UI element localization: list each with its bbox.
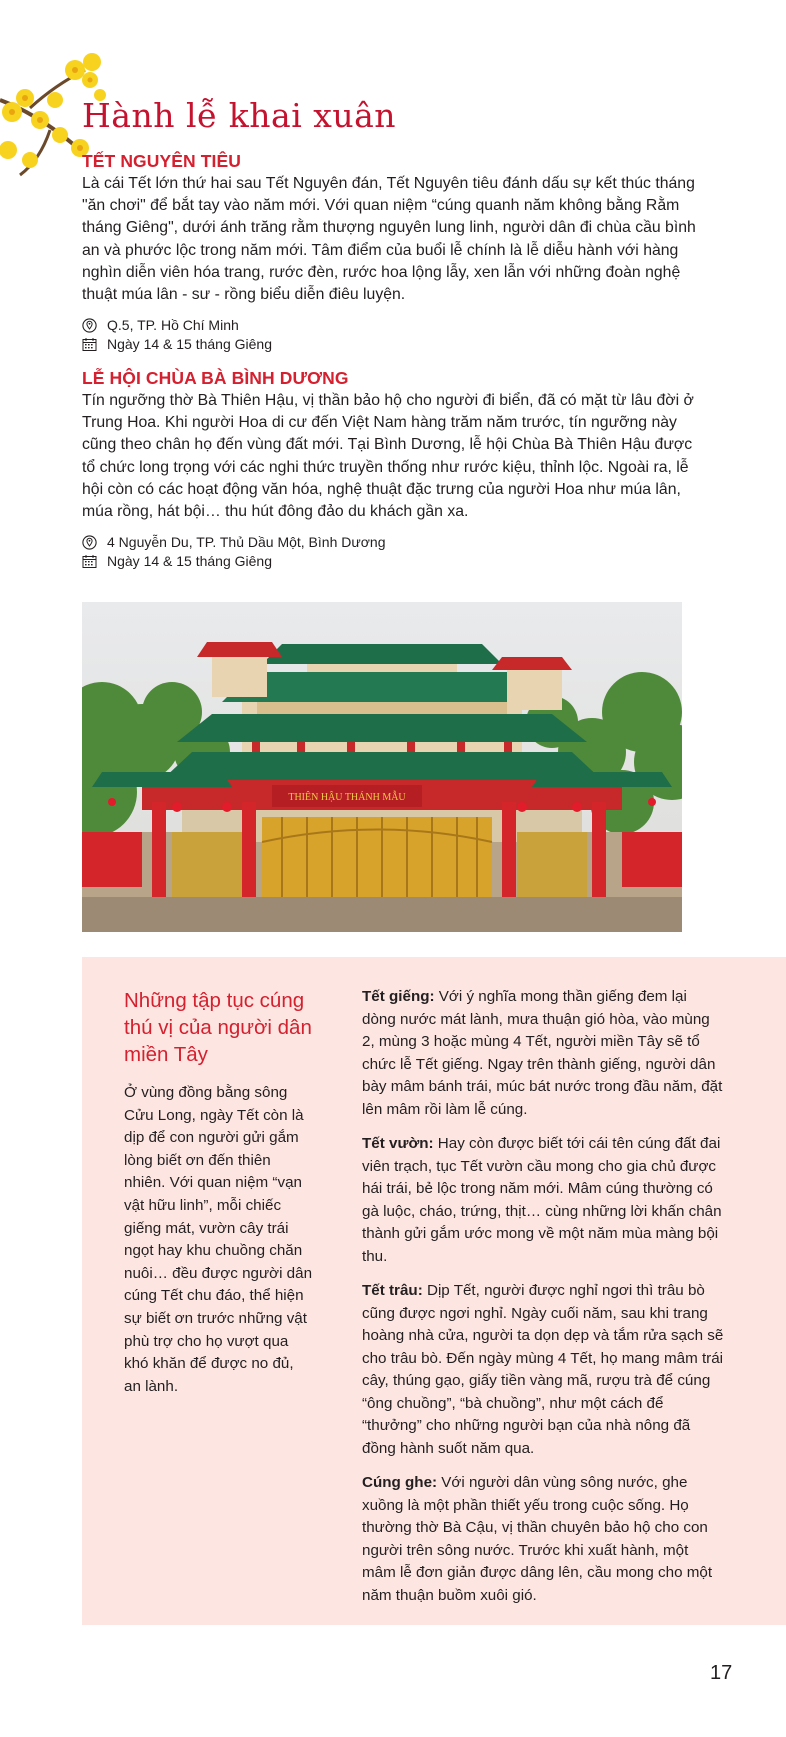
- custom-item: [362, 1280, 724, 1460]
- calendar-icon: [82, 554, 97, 569]
- custom-text: Dịp Tết, người được nghỉ ngơi thì trâu bò cũng được ngơi nghỉ. Ngày cuối năm, sau khi trang hoàng nhà cửa, người ta dọn dẹp và tắm rửa sạch sẽ cho trâu bò. Đến ngày mùng 4 Tết, họ mang mâm trái cây, thúng gạo, giấy tiền vàng mã, rượu trà để cúng “ông chuồng”, “bà chuồng”, như một cách để “thưởng” cho những người bạn của nhà nông đã đồng hành suốt năm qua.: [362, 1282, 724, 1457]
- customs-panel: [82, 957, 786, 1625]
- custom-term: Cúng ghe:: [362, 1474, 438, 1491]
- custom-text: Với ý nghĩa mong thần giếng đem lại dòng nước mát lành, mưa thuận gió hòa, vào mùng 2, mùng 3 hoặc mùng 4 Tết, người miền Tây sẽ tổ chức lễ Tết giếng. Ngay trên thành giếng, người dân bày mâm bánh trái, múc bát nước trong đầu năm, đặt lên mâm rồi làm lễ cúng.: [362, 988, 723, 1118]
- panel-title: Những tập tục cúng thú vị của người dân miền Tây: [124, 989, 312, 1066]
- custom-item: [362, 1133, 724, 1268]
- section-tet-nguyen-tieu: [82, 150, 702, 354]
- location-row: [82, 533, 702, 552]
- section-body: Là cái Tết lớn thứ hai sau Tết Nguyên đán, Tết Nguyên tiêu đánh dấu sự kết thúc tháng "ăn chơi" để bắt tay vào năm mới. Với quan niệm “cúng quanh năm không bằng Rằm tháng Giêng", dưới ánh trăng rằm thượng nguyên lung linh, người dân đi chùa cầu bình an và phước lộc trong năm mới. Tâm điểm của buổi lễ chính là lễ diễu hành với hàng nghìn diễn viên hóa trang, rước đèn, rước hoa lộng lẫy, xen lẫn với những đoàn nghệ thuật múa lân - sư - rồng biểu diễn điêu luyện.: [82, 175, 696, 304]
- date-text: Ngày 14 & 15 tháng Giêng: [107, 553, 273, 570]
- custom-term: Tết vườn:: [362, 1135, 434, 1152]
- custom-text: Hay còn được biết tới cái tên cúng đất đai viên trạch, tục Tết vườn cầu mong cho gia chủ được hái trái, bẻ lộc trong năm mới. Mâm cúng thường có gà luộc, cháo, trứng, thịt… cùng những lời khấn chân thành gửi gắm ước mong về một năm mùa màng bội thu.: [362, 1135, 722, 1265]
- section-title: TẾT NGUYÊN TIÊU: [82, 151, 242, 171]
- date-row: [82, 335, 702, 354]
- custom-item: [362, 1472, 724, 1607]
- custom-term: Tết trâu:: [362, 1282, 423, 1299]
- location-text: Q.5, TP. Hồ Chí Minh: [107, 317, 239, 334]
- page-number: 17: [710, 1662, 733, 1684]
- page-title: Hành lễ khai xuân: [82, 96, 397, 135]
- location-pin-icon: [82, 535, 97, 550]
- location-text: 4 Nguyễn Du, TP. Thủ Dầu Một, Bình Dương: [107, 534, 386, 551]
- temple-photo: [82, 602, 682, 932]
- calendar-icon: [82, 337, 97, 352]
- panel-intro: Ở vùng đồng bằng sông Cửu Long, ngày Tết còn là dịp để con người gửi gắm lòng biết ơn đến thiên nhiên. Với quan niệm “vạn vật hữu linh”, mỗi chiếc giếng mát, vườn cây trái ngọt hay khu chuồng chăn nuôi… đều được người dân cúng Tết chu đáo, thể hiện sự biết ơn trước những vật phù trợ cho họ vượt qua khó khăn để được no đủ, an lành.: [124, 1084, 313, 1395]
- date-text: Ngày 14 & 15 tháng Giêng: [107, 336, 273, 353]
- section-le-hoi-chua-ba: [82, 367, 702, 571]
- customs-list: [362, 986, 724, 1619]
- location-pin-icon: [82, 318, 97, 333]
- location-row: [82, 316, 702, 335]
- custom-text: Với người dân vùng sông nước, ghe xuồng là một phần thiết yếu trong cuộc sống. Họ thường thờ Bà Cậu, vị thần chuyên bảo hộ cho con người trên sông nước. Trước khi xuất hành, một mâm lễ đơn giản được dâng lên, cầu mong cho một năm thuận buồm xuôi gió.: [362, 1474, 713, 1604]
- section-body: Tín ngưỡng thờ Bà Thiên Hậu, vị thần bảo hộ cho người đi biển, đã có mặt từ lâu đời ở Trung Hoa. Khi người Hoa di cư đến Việt Nam hàng trăm năm trước, tín ngưỡng này cũng theo chân họ đến vùng đất mới. Tại Bình Dương, lễ hội Chùa Bà Thiên Hậu được tổ chức long trọng với các nghi thức truyền thống như rước kiệu, thỉnh lộc. Ngoài ra, lễ hội còn có các hoạt động văn hóa, nghệ thuật đặc trưng của người Hoa như múa lân, múa rồng, hát bội… thu hút đông đảo du khách gần xa.: [82, 392, 694, 521]
- date-row: [82, 552, 702, 571]
- temple-sign: THIÊN HẬU THÁNH MẪU: [288, 792, 406, 803]
- custom-term: Tết giếng:: [362, 988, 435, 1005]
- section-title: LỄ HỘI CHÙA BÀ BÌNH DƯƠNG: [82, 368, 349, 388]
- custom-item: [362, 986, 724, 1121]
